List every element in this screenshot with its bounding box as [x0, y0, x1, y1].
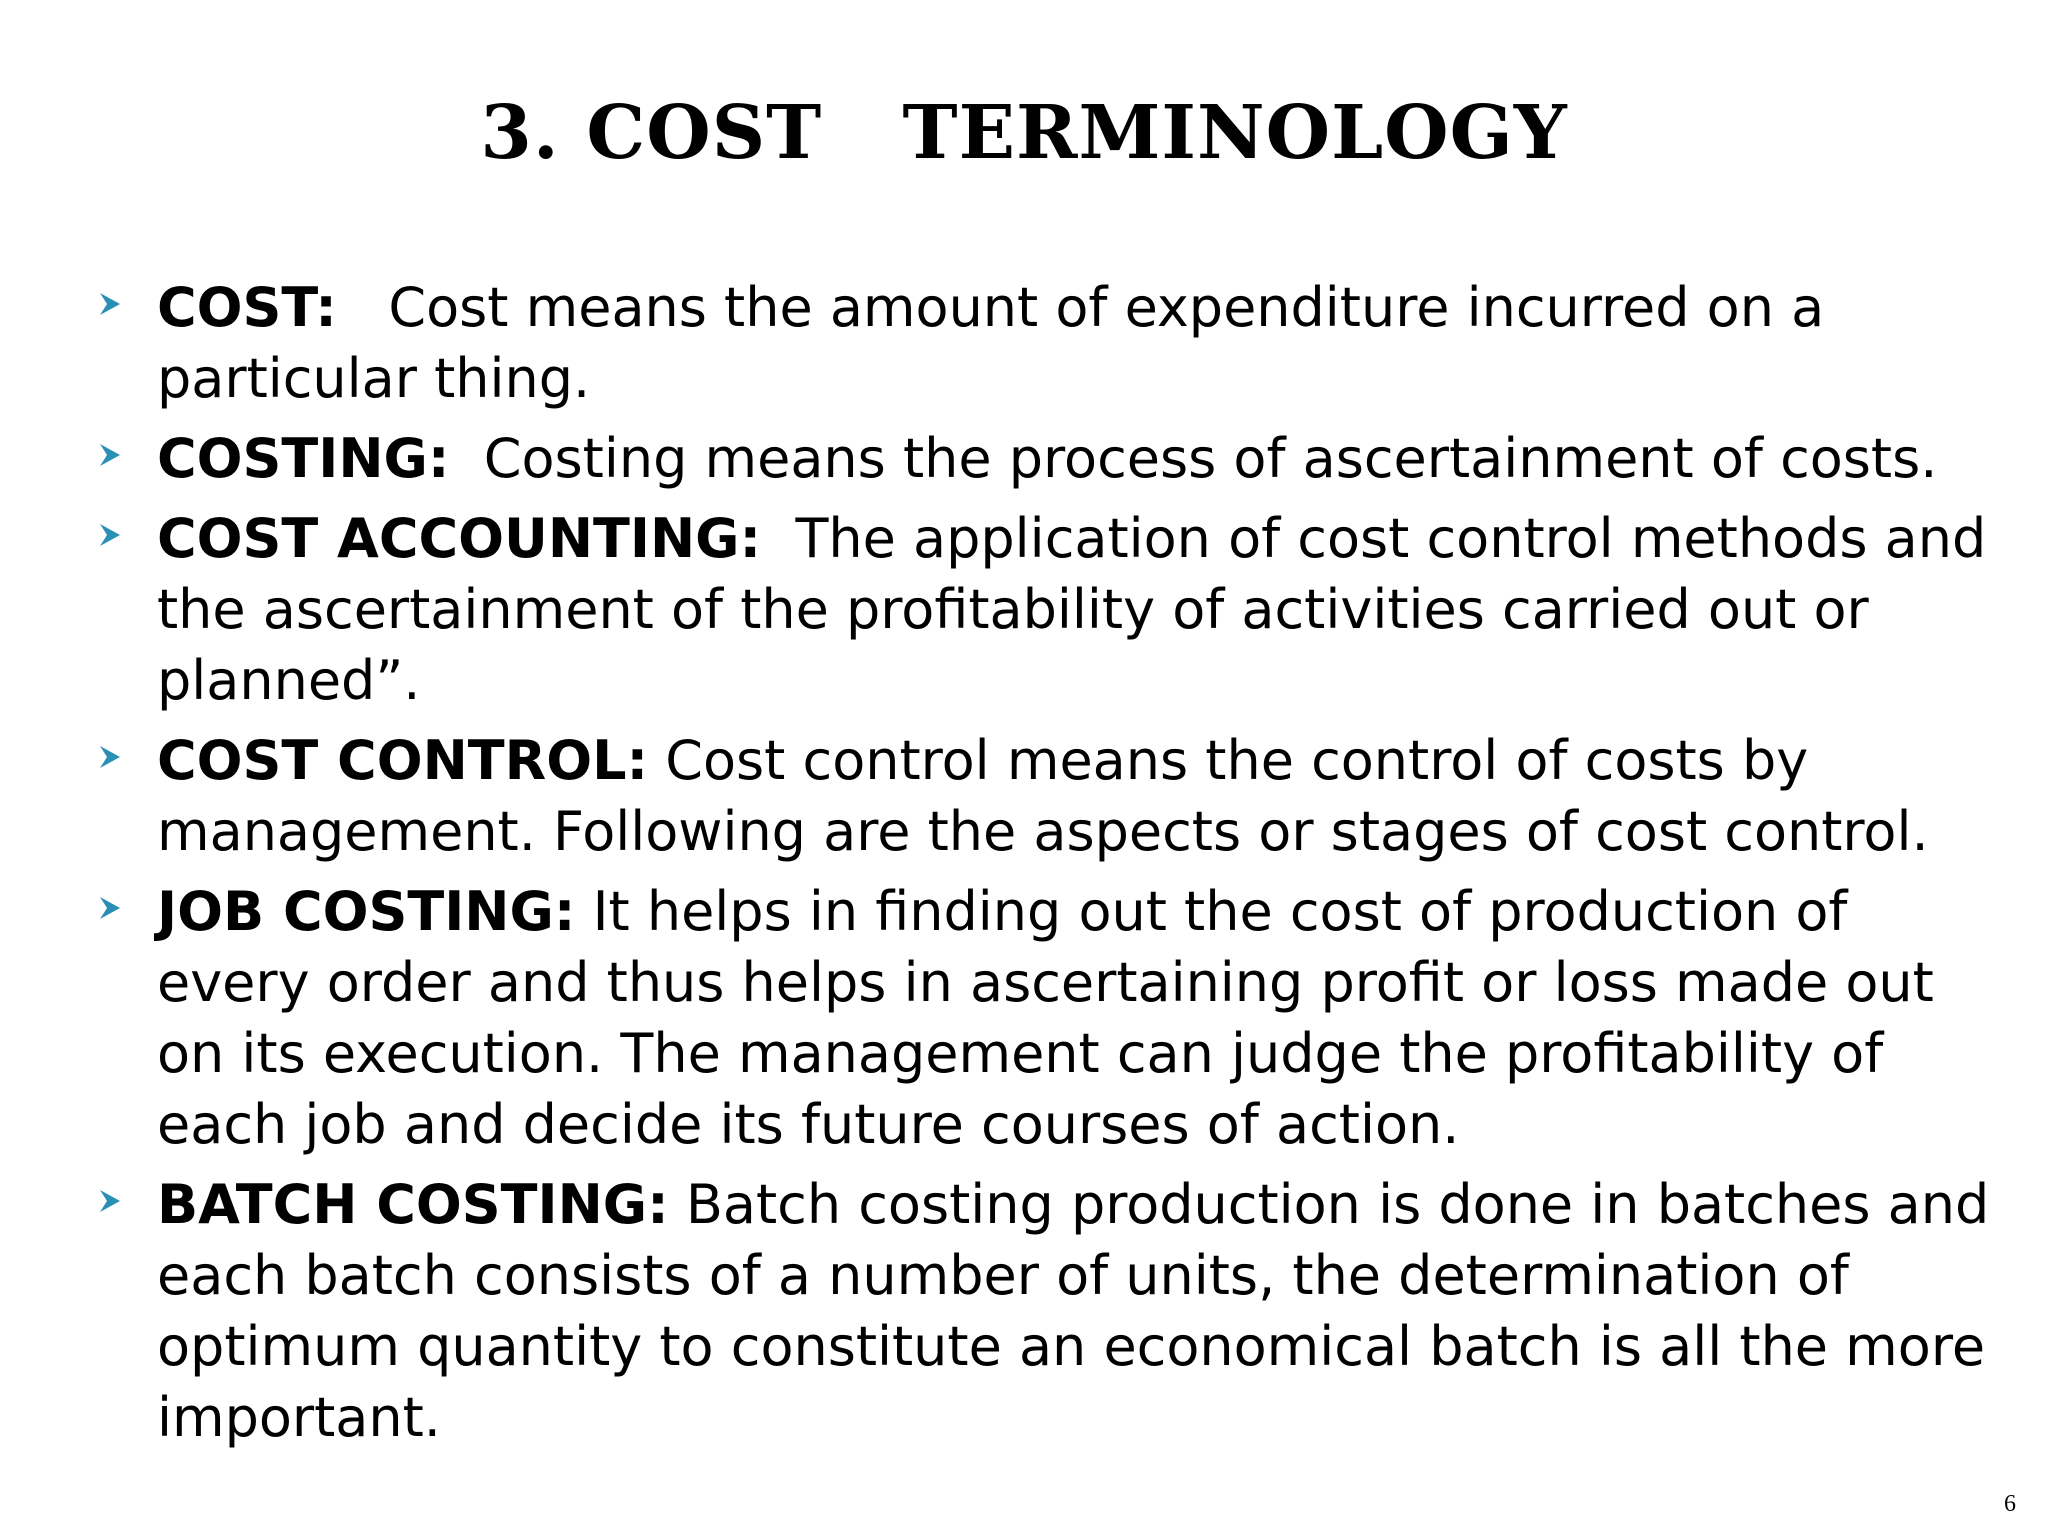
arrowhead-bullet-icon — [100, 1190, 120, 1212]
term-definition: Batch costing production is done in batches and each batch consists of a number of units, the determination of optimum quantity to constitute an economical batch is all the more important. — [157, 1173, 2007, 1449]
arrowhead-bullet-icon — [100, 444, 120, 466]
arrowhead-bullet-icon — [100, 524, 120, 546]
list-item-cost — [100, 272, 2000, 414]
list-item-cost-accounting — [100, 503, 2004, 716]
term-label: COST CONTROL: — [157, 729, 649, 792]
list-item-batch-costing — [100, 1169, 2007, 1453]
term-label: COST ACCOUNTING: — [157, 507, 762, 570]
term-definition: Cost control means the control of costs by management. Following are the aspects or stages of cost control. — [157, 729, 1929, 863]
term-label: JOB COSTING: — [157, 880, 576, 943]
term-label: COST: — [157, 276, 337, 339]
list-item-job-costing — [100, 876, 2000, 1160]
arrowhead-bullet-icon — [100, 293, 120, 315]
arrowhead-bullet-icon — [100, 897, 120, 919]
arrowhead-bullet-icon — [100, 746, 120, 768]
term-label: COSTING: — [157, 427, 450, 490]
term-definition: The application of cost control methods and the ascertainment of the profitability of activities carried out or planned”. — [157, 507, 2004, 712]
page-number: 6 — [2004, 1491, 2016, 1517]
list-item-cost-control — [100, 725, 2000, 867]
slide-title: 3. COST TERMINOLOGY — [480, 90, 1568, 176]
term-label: BATCH COSTING: — [157, 1173, 669, 1236]
term-definition: Costing means the process of ascertainment of costs. — [449, 427, 1938, 490]
term-definition: Cost means the amount of expenditure incurred on a particular thing. — [157, 276, 1842, 410]
list-item-costing — [100, 423, 2000, 494]
term-definition: It helps in finding out the cost of production of every order and thus helps in ascertaining profit or loss made out on its execution. The management can judge the profitability of each job and decide its future courses of action. — [157, 880, 1952, 1156]
terminology-list — [100, 272, 2007, 1462]
